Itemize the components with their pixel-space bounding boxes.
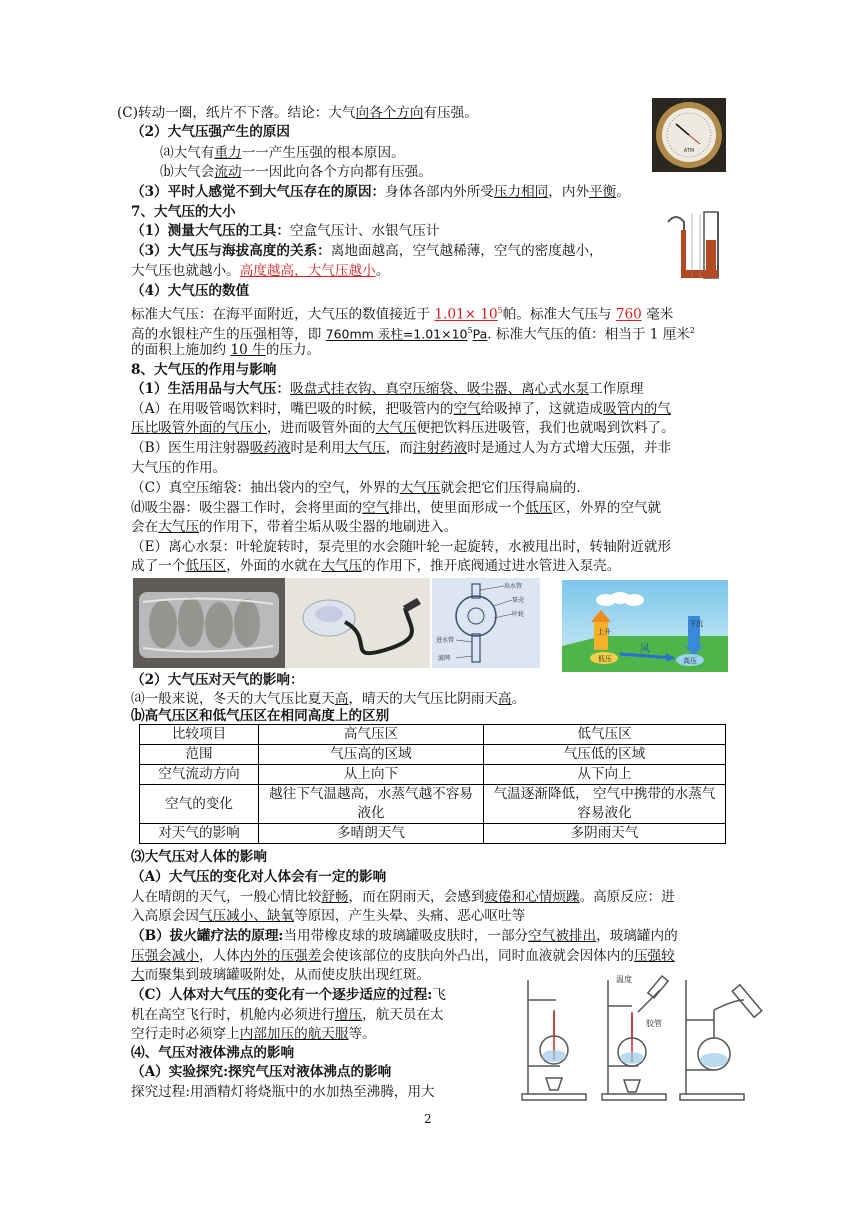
table-cell: 气压高的区域	[259, 745, 484, 765]
aneroid-barometer-image	[652, 98, 726, 172]
table-cell: 气温逐渐降低， 空气中携带的水蒸气容易液化	[484, 785, 726, 824]
table-cell: 空气的变化	[140, 785, 259, 824]
table-header-row	[140, 725, 726, 745]
table-row	[140, 745, 726, 765]
line-9: 大气压也就越小。高度越高，大气压越小。	[131, 263, 390, 279]
line-22: 会在大气压的作用下，带着尘垢从吸尘器的地刷进入。	[131, 519, 458, 535]
heading-section-8: 8、大气压的作用与影响	[131, 362, 277, 378]
weather-label-high: 高压	[683, 657, 697, 665]
vacuum-cleaner-photo	[285, 578, 430, 668]
line-5: （3）平时人感觉不到大气压存在的原因：身体各部内外所受压力相同，内外平衡。	[131, 184, 630, 200]
table-cell: 多晴朗天气	[259, 824, 484, 844]
table-row	[140, 785, 726, 824]
page-number: 2	[424, 1112, 432, 1126]
line-16: （A）在用吸管喝饮料时，嘴巴吸的时候，把吸管内的空气给吸掉了，这就造成吸管内的气	[131, 401, 671, 417]
heading-value: （4）大气压的数值	[131, 283, 250, 299]
heading-human-body: ⑶大气压对人体的影响	[131, 849, 267, 865]
heading-weather: （2）大气压对天气的影响：	[131, 672, 304, 688]
line-13: 的面积上施加约 10 牛的压力。	[131, 342, 321, 358]
line-31: 入高原会因气压减小、缺氧等原因，产生头晕、头痛、恶心呕吐等	[131, 908, 526, 924]
heading-pressure-cause: （2）大气压强产生的原因	[131, 124, 290, 140]
line-7: （1）测量大气压的工具：空盒气压计、水银气压计	[131, 223, 440, 239]
line-34: 大而聚集到玻璃罐吸附处，从而使皮肤出现红斑。	[131, 967, 431, 983]
line-15: （1）生活用品与大气压：吸盘式挂衣钩、真空压缩袋、吸尘器、离心式水泵工作原理	[131, 381, 644, 397]
table-cell: 越往下气温越高，水蒸气越不容易液化	[259, 785, 484, 824]
table-row	[140, 824, 726, 844]
heading-pressure-zones: ⒝高气压区和低气压区在相同高度上的区别	[131, 708, 390, 724]
line-33: 压强会减小，人体内外的压强差会使该部位的皮肤向外凸出，同时血液就会因体内的压强较	[131, 948, 675, 964]
weather-label-rise: 上升	[597, 628, 611, 636]
table-header-cell: 比较项目	[140, 725, 259, 745]
line-26: ⒜一般来说，冬天的大气压比夏天高，晴天的大气压比阴雨天高。	[131, 691, 526, 707]
line-4: ⒝大气会流动一一因此向各个方向都有压强。	[160, 164, 432, 180]
line-3: ⒜大气有重力一一产生压强的根本原因。	[160, 145, 405, 161]
boiling-flask-experiment-diagram	[520, 970, 774, 1104]
table-cell: 多阴雨天气	[484, 824, 726, 844]
table-cell: 空气流动方向	[140, 765, 259, 785]
heading-boiling-point: ⑷、气压对液体沸点的影响	[131, 1045, 295, 1061]
weather-label-wind: 风	[640, 644, 650, 655]
pressure-comparison-table	[139, 724, 726, 844]
line-35: （C）人体对大气压的变化有一个逐步适应的过程:飞	[131, 987, 446, 1003]
pump-label-filter: 滤网	[438, 655, 451, 662]
table-cell: 范围	[140, 745, 259, 765]
line-36: 机在高空飞行时，机舱内必须进行增压，航天员在太	[131, 1007, 444, 1023]
flask-label-thermometer: 温度	[616, 975, 632, 984]
line-21: ⒟吸尘器：吸尘器工作时，会将里面的空气排出，使里面形成一个低压区，外界的空气就	[131, 500, 662, 516]
line-1: (C)转动一圈，纸片不下落。结论：大气向各个方向有压强。	[117, 105, 478, 121]
line-24: 成了一个低压区，外面的水就在大气压的作用下，推开底阀通过进水管进入泵壳。	[131, 558, 621, 574]
vacuum-bag-photo	[133, 578, 285, 668]
heading-experiment: （A）实验探究:探究气压对液体沸点的影响	[131, 1064, 392, 1080]
line-11: 标准大气压：在海平面附近，大气压的数值接近于 $1.01\times 10^5$帕。标准大气压与 760 毫米	[131, 306, 674, 323]
mercury-barometer-diagram	[648, 200, 730, 286]
heading-body-effect: （A）大气压的变化对人体会有一定的影响	[131, 869, 387, 885]
barometer-label: ATM	[683, 148, 695, 154]
line-12: 高的水银柱产生的压强相等，即 760mm 汞柱$=1.01\times 10^5Pa$. 标准大气压的值：相当于 1 厘米$^2$	[131, 326, 695, 343]
table-cell: 从上向下	[259, 765, 484, 785]
flask-label-rubber-tube: 胶管	[646, 1019, 662, 1028]
pump-label-outlet: 出水管	[504, 583, 523, 590]
line-8: （3）大气压与海拔高度的关系：离地面越高，空气越稀薄，空气的密度越小，	[131, 243, 603, 259]
weather-label-sink: 下沉	[689, 620, 703, 628]
centrifugal-pump-diagram	[432, 578, 540, 668]
table-header-cell: 高气压区	[259, 725, 484, 745]
line-32: （B）拔火罐疗法的原理:当用带橡皮球的玻璃罐吸皮肤时，一部分空气被排出，玻璃罐内的	[131, 928, 678, 944]
line-23: （E）离心水泵：叶轮旋转时，泵壳里的水会随叶轮一起旋转，水被甩出时，转轴附近就形	[131, 539, 672, 555]
line-37: 空行走时必须穿上内部加压的航天服等。	[131, 1026, 376, 1042]
line-30: 人在晴朗的天气，一般心情比较舒畅，而在阴雨天，会感到疲倦和心情烦躁。高原反应：进	[131, 889, 675, 905]
pump-label-impeller: 叶轮	[512, 611, 525, 618]
line-18: （B）医生用注射器吸药液时是利用大气压，而注射药液时是通过人为方式增大压强，并非	[131, 440, 672, 456]
weather-label-low: 低压	[598, 655, 612, 663]
table-row	[140, 765, 726, 785]
weather-pressure-diagram	[562, 580, 728, 672]
table-cell: 气压低的区域	[484, 745, 726, 765]
line-40: 探究过程:用酒精灯将烧瓶中的水加热至沸腾，用大	[131, 1084, 435, 1100]
heading-section-7: 7、大气压的大小	[131, 204, 236, 220]
table-cell: 从下向上	[484, 765, 726, 785]
line-17: 压比吸管外面的气压小，进而吸管外面的大气压便把饮料压进吸管，我们也就喝到饮料了。	[131, 420, 675, 436]
pump-label-casing: 泵壳	[512, 597, 525, 604]
table-cell: 对天气的影响	[140, 824, 259, 844]
line-19: 大气压的作用。	[131, 460, 227, 476]
line-20: （C）真空压缩袋：抽出袋内的空气，外界的大气压就会把它们压得扁扁的.	[131, 480, 581, 496]
pump-label-inlet: 进水管	[436, 637, 455, 644]
table-header-cell: 低气压区	[484, 725, 726, 745]
